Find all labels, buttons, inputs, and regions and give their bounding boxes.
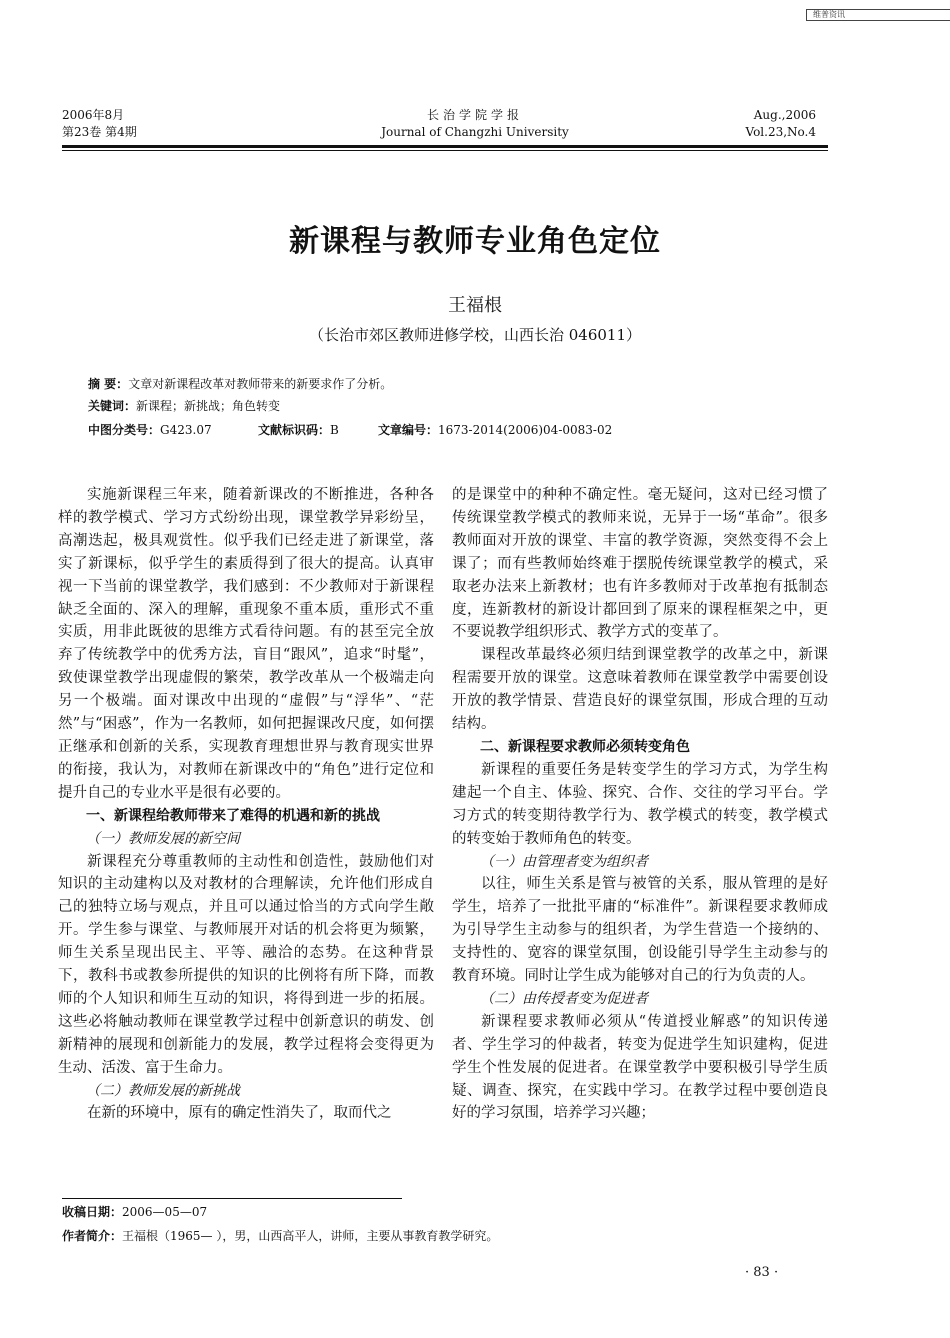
journal-name: [375, 107, 575, 141]
abstract: [88, 375, 392, 393]
section-heading-2: 二、新课程要求教师必须转变角色: [480, 738, 690, 755]
abstract-label: 摘 要：: [88, 377, 129, 391]
received-date: [62, 1204, 207, 1221]
bio-value: 王福根（1965— ），男，山西高平人，讲师，主要从事教育教学研究。: [122, 1229, 499, 1243]
article-number: [378, 421, 612, 439]
header-rule-thick: [62, 145, 828, 148]
document-code: [258, 421, 339, 439]
subsection-heading: （一）教师发展的新空间: [86, 830, 240, 847]
articleno-label: 文章编号：: [378, 423, 439, 437]
journal-date-issue-en: [700, 107, 816, 141]
doccode-value: B: [330, 423, 339, 437]
received-label: 收稿日期：: [62, 1205, 123, 1219]
clc-label: 中图分类号：: [88, 423, 161, 437]
article-affiliation: （长治市郊区教师进修学校，山西长治 046011）: [308, 326, 642, 344]
body-column-right: [452, 484, 828, 1125]
clc-value: G423.07: [160, 423, 212, 437]
header-volume-en: Vol.23,No.4: [745, 125, 816, 139]
paragraph: 课程改革最终必须归结到课堂教学的改革之中，新课程需要开放的课堂。这意味着教师在课堂教学中需要创设开放的教学情景、营造良好的课堂氛围，形成合理的互动结构。: [452, 647, 828, 733]
paragraph: 新课程要求教师必须从“传道授业解惑”的知识传递者、学生学习的仲裁者，转变为促进学生知识建构，促进学生个性发展的促进者。在课堂教学中要积极引导学生质疑、调查、探究，在实践中学习。在教学过程中要创造良好的学习氛围，培养学习兴趣；: [452, 1013, 828, 1122]
keywords: [88, 397, 280, 415]
doccode-label: 文献标识码：: [258, 423, 331, 437]
footnote-rule: [62, 1198, 402, 1199]
subsection-heading: （二）教师发展的新挑战: [86, 1082, 240, 1099]
author-bio: [62, 1228, 498, 1245]
received-value: 2006—05—07: [122, 1205, 208, 1219]
paragraph: 新课程的重要任务是转变学生的学习方式，为学生构建起一个自主、体验、探究、合作、交往的学习平台。学习方式的转变期待教学行为、教学模式的转变，教学模式的转变始于教师角色的转变。: [452, 761, 828, 847]
paragraph: 以往，师生关系是管与被管的关系，服从管理的是好学生，培养了一批批平庸的“标准件”。新课程要求教师成为引导学生主动参与的组织者，为学生营造一个接纳的、支持性的、宽容的课堂氛围，创设能引导学生主动参与的教育环境。同时让学生成为能够对自己的行为负责的人。: [452, 876, 828, 985]
journal-date-issue: [62, 107, 137, 141]
article-author: 王福根: [448, 295, 502, 316]
articleno-value: 1673-2014(2006)04-0083-02: [438, 423, 613, 437]
bio-label: 作者简介：: [62, 1229, 123, 1243]
paragraph: 新课程充分尊重教师的主动性和创造性，鼓励他们对知识的主动建构以及对教材的合理解读，允许他们形成自己的独特立场与观点，并且可以通过恰当的方式向学生敞开。学生参与课堂、与教师展开对话的机会将更为频繁，师生关系呈现出民主、平等、融洽的态势。在这种背景下，教科书或教参所提供的知识的比例将有所下降，而教师的个人知识和师生互动的知识，将得到进一步的拓展。这些必将触动教师在课堂教学过程中创新意识的萌发、创新精神的展现和创新能力的发展，教学过程将会变得更为生动、活泼、富于生命力。: [58, 853, 434, 1076]
paragraph: 的是课堂中的种种不确定性。毫无疑问，这对已经习惯了传统课堂教学模式的教师来说，无异于一场“革命”。很多教师面对开放的课堂、丰富的教学资源，突然变得不会上课了；而有些教师始终难于摆脱传统课堂教学的模式，采取老办法来上新教材；也有许多教师对于改革抱有抵制态度，连新教材的新设计都回到了原来的课程框架之中，更不要说教学组织形式、教学方式的变革了。: [452, 487, 828, 641]
keywords-text: 新课程；新挑战；角色转变: [136, 399, 281, 413]
subsection-heading: （一）由管理者变为组织者: [480, 853, 648, 870]
journal-name-en: Journal of Changzhi University: [381, 125, 569, 139]
subsection-heading: （二）由传授者变为促进者: [480, 990, 648, 1007]
header-date: 2006年8月: [62, 108, 125, 122]
page-number: · 83 ·: [745, 1265, 779, 1280]
paragraph: 在新的环境中，原有的确定性消失了，取而代之: [87, 1105, 392, 1122]
abstract-text: 文章对新课程改革对教师带来的新要求作了分析。: [128, 377, 393, 391]
article-title: 新课程与教师专业角色定位: [289, 224, 661, 259]
paragraph: 实施新课程三年来，随着新课改的不断推进，各种各样的教学模式、学习方式纷纷出现，课堂教学异彩纷呈，高潮迭起，极具观赏性。似乎我们已经走进了新课堂，落实了新课标，似乎学生的素质得到了很大的提高。认真审视一下当前的课堂教学，我们感到：不少教师对于新课程缺乏全面的、深入的理解，重现象不重本质，重形式不重实质，用非此既彼的思维方式看待问题。有的甚至完全放弃了传统教学中的优秀方法，盲目“跟风”，追求“时髦”，致使课堂教学出现虚假的繁荣，教学改革从一个极端走向另一个极端。面对课改中出现的“虚假”与“浮华”、“茫然”与“困惑”，作为一名教师，如何把握课改尺度，如何摆正继承和创新的关系，实现教育理想世界与教育现实世界的衔接，我认为，对教师在新课改中的“角色”进行定位和提升自己的专业水平是很有必要的。: [58, 487, 434, 801]
keywords-label: 关键词：: [88, 399, 137, 413]
section-heading-1: 一、新课程给教师带来了难得的机遇和新的挑战: [86, 807, 380, 824]
header-rule-thin: [62, 150, 828, 151]
clc-code: [88, 423, 212, 437]
header-date-en: Aug.,2006: [753, 108, 816, 122]
header-volume: 第23卷 第4期: [62, 125, 137, 139]
classification-line: [88, 421, 613, 439]
watermark-stamp: 维普资讯: [806, 9, 950, 21]
journal-name-cn: 长治学院学报: [426, 108, 523, 122]
body-column-left: [58, 484, 434, 1125]
